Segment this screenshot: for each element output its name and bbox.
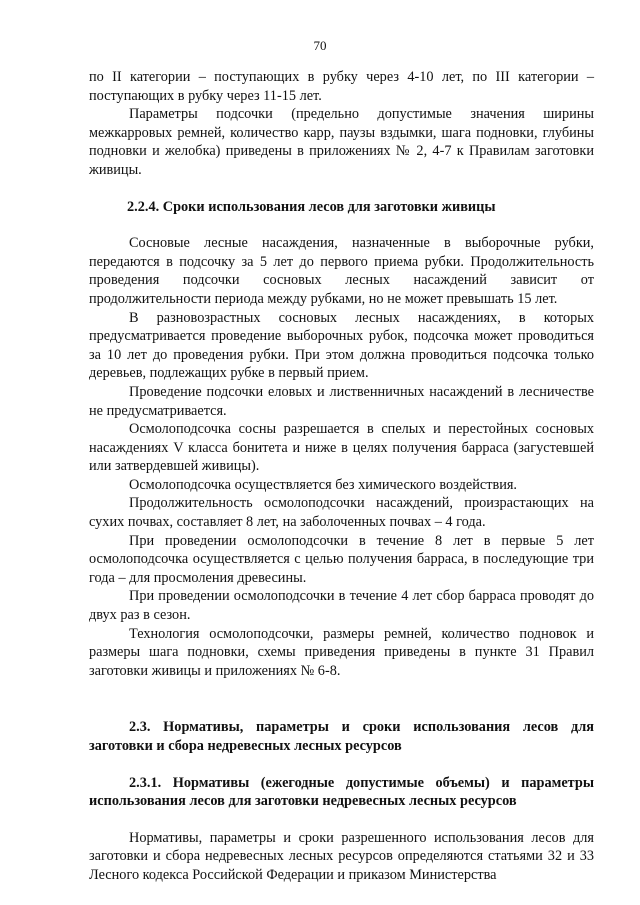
paragraph: При проведении осмолоподсочки в течение 8 лет в первые 5 лет осмолоподсочка осуществляется с целью получения барраса, в последующие три года – для просмоления древесины.: [89, 532, 594, 586]
paragraph: Продолжительность осмолоподсочки насаждений, произрастающих на сухих почвах, составляет 8 лет, на заболоченных почвах – 4 года.: [89, 495, 594, 531]
paragraph: Технология осмолоподсочки, размеры ремней, количество подновок и размеры шага подновки, схемы приведения приведены в пункте 31 Правил заготовки живицы и приложениях № 6-8.: [89, 625, 594, 679]
page-content: [89, 68, 594, 885]
paragraph: Осмолоподсочка осуществляется без химического воздействия.: [129, 476, 518, 493]
paragraph: Сосновые лесные насаждения, назначенные в выборочные рубки, передаются в подсочку за 5 лет до первого приема рубки. Продолжительность проведения подсочки сосновых лесных насаждений зависит от продолжительности периода между рубками, но не может превышать 15 лет.: [89, 235, 594, 307]
paragraph: Нормативы, параметры и сроки разрешенного использования лесов для заготовки и сбора недревесных лесных ресурсов определяются статьями 32 и 33 Лесного кодекса Российской Федерации и приказом Министерства: [89, 829, 594, 883]
page-number: 70: [313, 38, 327, 53]
section-heading-2-2-4: 2.2.4. Сроки использования лесов для заготовки живицы: [127, 198, 496, 215]
section-heading-2-3: 2.3. Нормативы, параметры и сроки использования лесов для заготовки и сбора недревесных лесных ресурсов: [89, 719, 594, 754]
paragraph: Осмолоподсочка сосны разрешается в спелых и перестойных сосновых насаждениях V класса бонитета и ниже в целях получения барраса (загустевшей или затвердевшей живицы).: [89, 421, 594, 475]
paragraph: по II категории – поступающих в рубку через 4-10 лет, по III категории – поступающих в рубку через 11-15 лет.: [89, 69, 594, 104]
paragraph: При проведении осмолоподсочки в течение 4 лет сбор барраса проводят до двух раз в сезон.: [89, 588, 594, 624]
paragraph: Проведение подсочки еловых и лиственничных насаждений в лесничестве не предусматривается.: [89, 383, 594, 419]
paragraph: Параметры подсочки (предельно допустимые значения ширины межкарровых ремней, количество карр, паузы вздымки, шага подновки, глубины подновки и желобка) приведены в приложениях № 2, 4-7 к Правилам заготовки живицы.: [89, 106, 594, 178]
paragraph: В разновозрастных сосновых лесных насаждениях, в которых предусматривается проведение выборочных рубок, подсочка может проводиться за 10 лет до проведения рубки. При этом должна проводиться подсочка только деревьев, подлежащих рубке в первый прием.: [89, 309, 594, 382]
section-heading-2-3-1: 2.3.1. Нормативы (ежегодные допустимые объемы) и параметры использования лесов для заготовки недревесных лесных ресурсов: [89, 774, 594, 810]
